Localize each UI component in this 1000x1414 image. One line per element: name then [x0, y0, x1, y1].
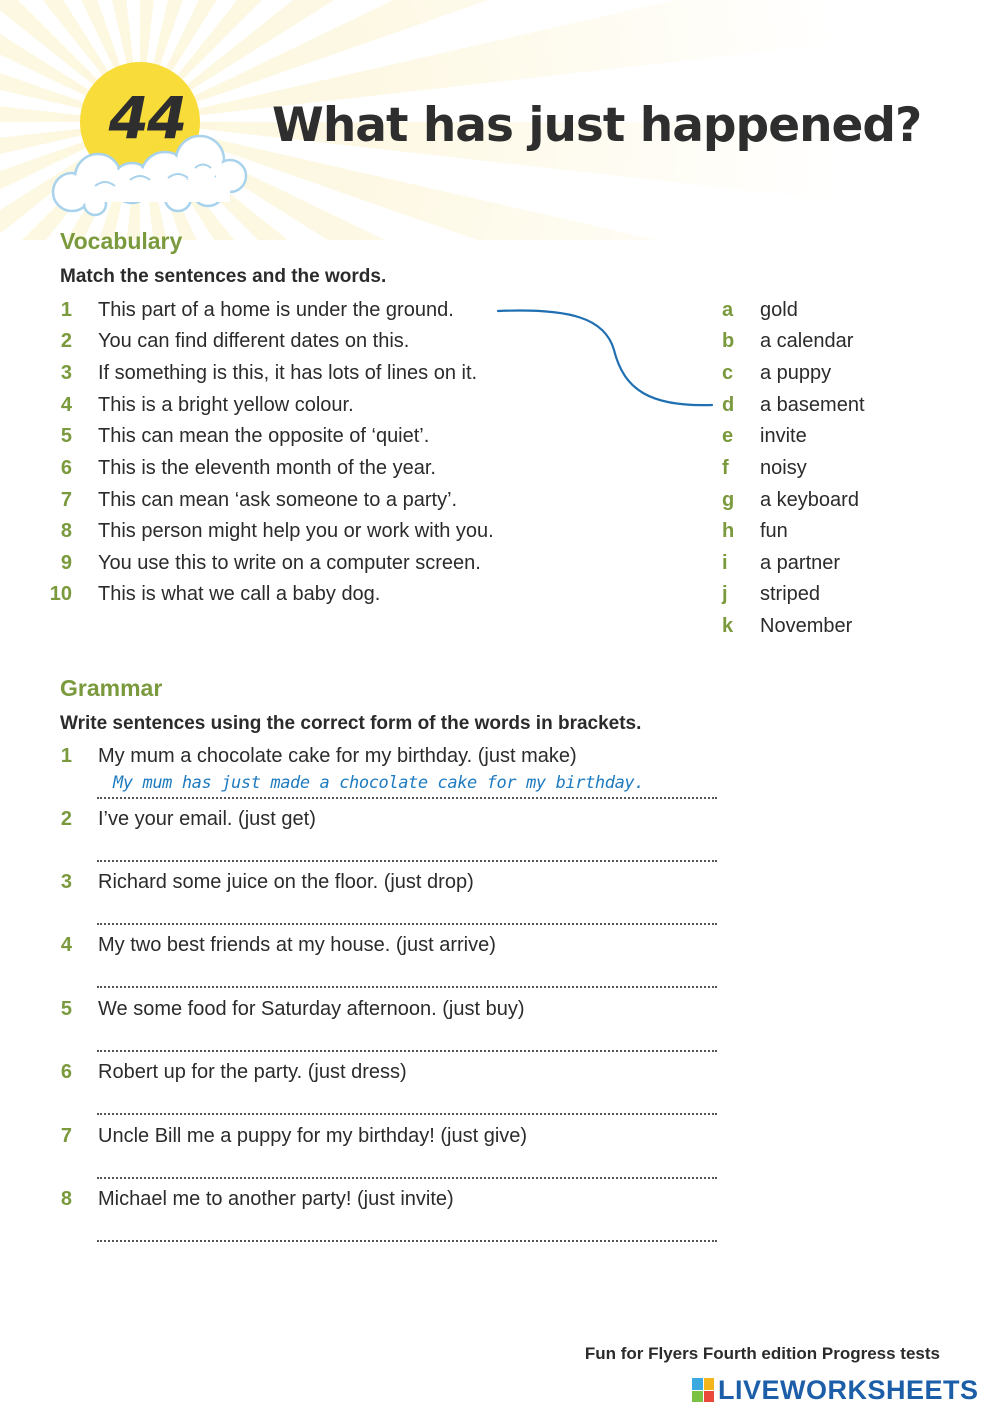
grammar-prompt: My mum a chocolate cake for my birthday. (just make)	[98, 745, 577, 767]
word-letter: a	[722, 299, 734, 321]
word-letter: j	[722, 583, 728, 605]
answer-line[interactable]	[97, 1109, 717, 1115]
grammar-number: 1	[60, 745, 72, 767]
answer-text: My mum has just made a chocolate cake for my birthday.	[113, 773, 645, 793]
sentence-text: This can mean ‘ask someone to a party’.	[98, 489, 458, 511]
word-letter: c	[722, 362, 734, 384]
sentence-text: If something is this, it has lots of lines on it.	[98, 362, 478, 384]
liveworksheets-brand: LIVEWORKSHEETS	[718, 1374, 979, 1405]
word-text: fun	[760, 520, 788, 542]
word-letter: h	[722, 520, 735, 542]
grammar-prompt: Michael me to another party! (just invite)	[98, 1188, 454, 1210]
sentence-number: 10	[49, 583, 72, 605]
word-text: a keyboard	[760, 489, 859, 511]
sentence-number: 6	[60, 457, 72, 479]
grammar-prompt: I’ve your email. (just get)	[98, 808, 316, 830]
word-text: a puppy	[760, 362, 832, 384]
grammar-item	[0, 805, 720, 833]
sentence-number: 3	[60, 362, 72, 384]
answer-line[interactable]	[97, 1236, 717, 1242]
book-title: Fun for Flyers Fourth edition Progress tests	[584, 1344, 940, 1363]
grammar-prompt: We some food for Saturday afternoon. (just buy)	[98, 998, 525, 1020]
word-letter: d	[722, 394, 735, 416]
grammar-number: 3	[60, 871, 72, 893]
word-letter: f	[722, 457, 729, 479]
vocabulary-instruction: Match the sentences and the words.	[60, 266, 387, 287]
grammar-number: 2	[60, 808, 72, 830]
sentence-text: You use this to write on a computer screen.	[98, 552, 481, 574]
grammar-number: 6	[60, 1061, 72, 1083]
sentence-number: 9	[60, 552, 72, 574]
sentence-text: This is a bright yellow colour.	[98, 394, 354, 416]
answer-line[interactable]	[97, 919, 717, 925]
grammar-prompt: My two best friends at my house. (just arrive)	[98, 934, 496, 956]
word-letter: k	[722, 615, 734, 637]
grammar-item	[0, 742, 720, 770]
answer-line[interactable]	[97, 793, 717, 799]
grammar-number: 7	[60, 1125, 72, 1147]
word-text: a basement	[760, 394, 865, 416]
grammar-item	[0, 868, 720, 896]
answer-line[interactable]	[97, 1046, 717, 1052]
sentence-text: This is the eleventh month of the year.	[98, 457, 436, 479]
liveworksheets-logo[interactable]	[692, 1374, 979, 1406]
word-text: November	[760, 615, 853, 637]
word-letter: g	[722, 489, 735, 511]
grammar-instruction: Write sentences using the correct form of the words in brackets.	[60, 713, 642, 734]
unit-number: 44	[108, 84, 186, 152]
word-letter: e	[722, 425, 734, 447]
grammar-heading: Grammar	[60, 675, 163, 701]
grammar-prompt: Robert up for the party. (just dress)	[98, 1061, 407, 1083]
liveworksheets-logo-icon	[692, 1378, 714, 1402]
sentence-number: 1	[60, 299, 72, 321]
sentence-number: 7	[60, 489, 72, 511]
answer-line[interactable]	[97, 1173, 717, 1179]
match-connector-line	[0, 0, 1000, 700]
word-text: striped	[760, 583, 821, 605]
grammar-number: 8	[60, 1188, 72, 1210]
answer-line[interactable]	[97, 982, 717, 988]
sentence-text: This person might help you or work with you.	[98, 520, 494, 542]
grammar-prompt: Richard some juice on the floor. (just drop)	[98, 871, 474, 893]
grammar-prompt: Uncle Bill me a puppy for my birthday! (just give)	[98, 1125, 528, 1147]
sentence-number: 8	[60, 520, 72, 542]
word-text: gold	[760, 299, 798, 321]
grammar-item	[0, 1185, 720, 1213]
word-letter: i	[722, 552, 728, 574]
grammar-number: 5	[60, 998, 72, 1020]
grammar-item	[0, 995, 720, 1023]
grammar-item	[0, 1122, 720, 1150]
grammar-item	[0, 1058, 720, 1086]
sentence-number: 4	[60, 394, 72, 416]
word-letter: b	[722, 330, 735, 352]
word-text: noisy	[760, 457, 807, 479]
sentence-text: This can mean the opposite of ‘quiet’.	[98, 425, 430, 447]
vocabulary-heading: Vocabulary	[60, 228, 183, 254]
sentence-number: 5	[60, 425, 72, 447]
word-text: a partner	[760, 552, 841, 574]
grammar-item	[0, 931, 720, 959]
sentence-text: This part of a home is under the ground.	[98, 299, 454, 321]
answer-line[interactable]	[97, 856, 717, 862]
grammar-number: 4	[60, 934, 72, 956]
word-text: invite	[760, 425, 807, 447]
sentence-text: You can find different dates on this.	[98, 330, 410, 352]
sentence-text: This is what we call a baby dog.	[98, 583, 381, 605]
word-text: a calendar	[760, 330, 854, 352]
sentence-number: 2	[60, 330, 72, 352]
page-title: What has just happened?	[272, 98, 922, 153]
